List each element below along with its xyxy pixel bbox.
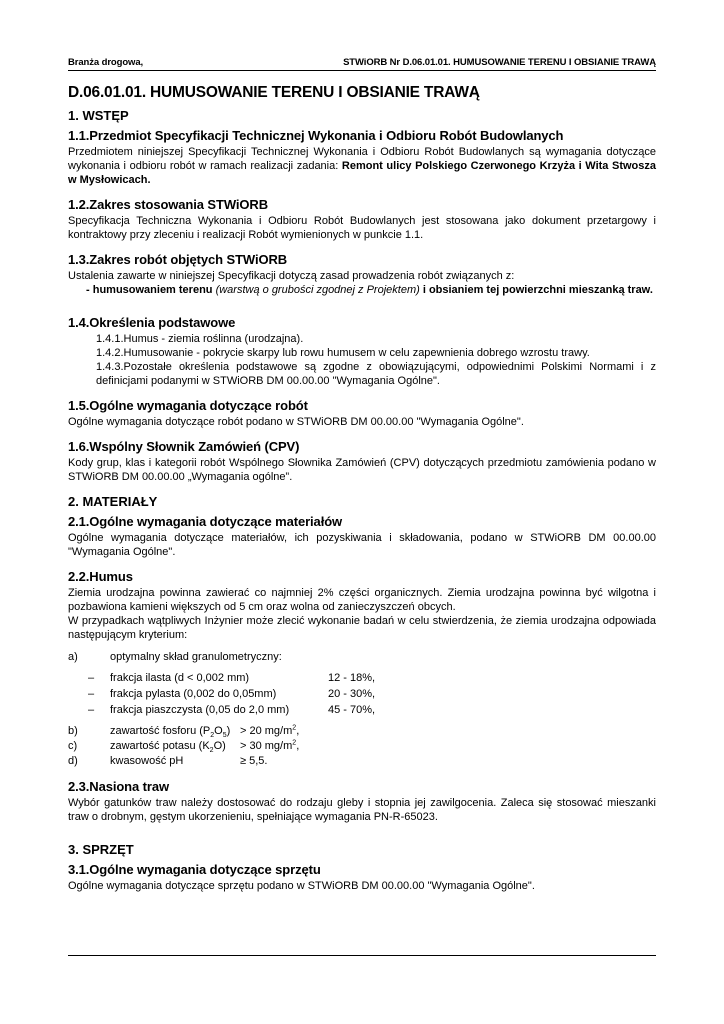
section-1-5-heading: 1.5.Ogólne wymagania dotyczące robót xyxy=(68,398,308,413)
section-1-heading: 1. WSTĘP xyxy=(68,108,129,123)
footer-rule xyxy=(68,955,656,956)
criterion-b: b) zawartość fosforu $(P_2O_5)$ > 20 $mg/m^2$, xyxy=(68,724,300,740)
section-2-heading: 2. MATERIAŁY xyxy=(68,494,158,509)
task-name: Remont ulicy Polskiego Czerwonego Krzyża i Wita Stwosza w Mysłowicach. xyxy=(68,160,657,186)
header-left: Branża drogowa, xyxy=(68,57,144,68)
section-2-1-text: Ogólne wymagania dotyczące materiałów, ich pozyskiwania i składowania, podano w STWiORB DM 00.00.00 "Wymagania Ogólne". xyxy=(68,532,656,558)
section-1-3-scope: - humusowaniem terenu (warstwą o grubości zgodnej z Projektem) i obsianiem tej powierzchni mieszanką traw. xyxy=(86,284,653,296)
section-1-6-text: Kody grup, klas i kategorii robót Wspólnego Słownika Zamówień (CPV) dotyczących przedmiotu zamówienia podano w STWiORB DM 00.00.00 „Wymagania ogólne”. xyxy=(68,457,656,483)
document-title: D.06.01.01. HUMUSOWANIE TERENU I OBSIANIE TRAWĄ xyxy=(68,84,480,101)
criterion-a: a) optymalny skład granulometryczny: xyxy=(68,651,282,663)
section-2-2-paragraph-1: Ziemia urodzajna powinna zawierać co najmniej 2% części organicznych. Ziemia urodzajna powinna być wilgotna i pozbawiona kamieni większych od 5 cm oraz wolna od zanieczyszczeń obcych. xyxy=(68,587,656,613)
section-3-1-heading: 3.1.Ogólne wymagania dotyczące sprzętu xyxy=(68,862,321,877)
section-2-2-heading: 2.2.Humus xyxy=(68,569,133,584)
header-right: STWiORB Nr D.06.01.01. HUMUSOWANIE TERENU I OBSIANIE TRAWĄ xyxy=(343,57,656,68)
section-1-2-heading: 1.2.Zakres stosowania STWiORB xyxy=(68,197,268,212)
section-1-4-heading: 1.4.Określenia podstawowe xyxy=(68,315,236,330)
section-1-6-heading: 1.6.Wspólny Słownik Zamówień (CPV) xyxy=(68,439,300,454)
section-1-1-heading: 1.1.Przedmiot Specyfikacji Technicznej Wykonania i Odbioru Robót Budowlanych xyxy=(68,128,564,143)
fraction-row: – frakcja pylasta (0,002 do 0,05mm) 20 - 30%, xyxy=(88,688,376,700)
section-1-3-heading: 1.3.Zakres robót objętych STWiORB xyxy=(68,252,288,267)
criterion-c: c) zawartość potasu $(K_2O)$ > 30 $mg/m^2$, xyxy=(68,739,300,755)
definition-1: 1.4.1.Humus - ziemia roślinna (urodzajna). xyxy=(96,333,304,345)
header-rule xyxy=(68,70,656,71)
criterion-d: d) kwasowość pH ≥ 5,5. xyxy=(68,755,268,767)
section-2-1-heading: 2.1.Ogólne wymagania dotyczące materiałów xyxy=(68,514,343,529)
section-3-1-text: Ogólne wymagania dotyczące sprzętu podano w STWiORB DM 00.00.00 "Wymagania Ogólne". xyxy=(68,880,535,892)
section-1-1-text: Przedmiotem niniejszej Specyfikacji Technicznej Wykonania i Odbioru Robót Budowlanych są wymagania dotyczące wykonania i odbioru robót w ramach realizacji zadania: Remont ulicy Polskiego Czerwonego Krzyża i Wita Stwosza w Mysłowicach. xyxy=(68,146,657,186)
definition-2: 1.4.2.Humusowanie - pokrycie skarpy lub rowu humusem w celu zapewnienia dobrego wzrostu trawy. xyxy=(96,347,590,359)
section-1-2-text: Specyfikacja Techniczna Wykonania i Odbioru Robót Budowlanych jest stosowana jako dokument przetargowy i kontraktowy przy zleceniu i realizacji Robót wymienionych w punkcie 1.1. xyxy=(68,215,656,241)
fraction-row: – frakcja piaszczysta (0,05 do 2,0 mm) 45 - 70%, xyxy=(88,704,376,716)
section-3-heading: 3. SPRZĘT xyxy=(68,842,134,857)
definition-3: 1.4.3.Pozostałe określenia podstawowe są zgodne z obowiązującymi, odpowiednimi Polskimi Normami i z definicjami podanymi w STWiORB DM 00.00.00 "Wymagania Ogólne". xyxy=(96,361,656,387)
section-2-2-paragraph-2: W przypadkach wątpliwych Inżynier może zlecić wykonanie badań w celu stwierdzenia, że ziemia urodzajna odpowiada następującym kryterium: xyxy=(68,615,656,641)
section-1-5-text: Ogólne wymagania dotyczące robót podano w STWiORB DM 00.00.00 "Wymagania Ogólne". xyxy=(68,416,524,428)
fraction-row: – frakcja ilasta (d < 0,002 mm) 12 - 18%, xyxy=(88,672,376,684)
section-2-3-heading: 2.3.Nasiona traw xyxy=(68,779,169,794)
document-body xyxy=(68,84,656,893)
section-2-3-text: Wybór gatunków traw należy dostosować do rodzaju gleby i stopnia jej zawilgocenia. Zaleca się stosować mieszanki traw o drobnym, gęstym ukorzenieniu, spełniające wymagania PN-R-65023. xyxy=(68,797,656,823)
section-1-3-text: Ustalenia zawarte w niniejszej Specyfikacji dotyczą zasad prowadzenia robót związanych z: xyxy=(68,270,515,282)
